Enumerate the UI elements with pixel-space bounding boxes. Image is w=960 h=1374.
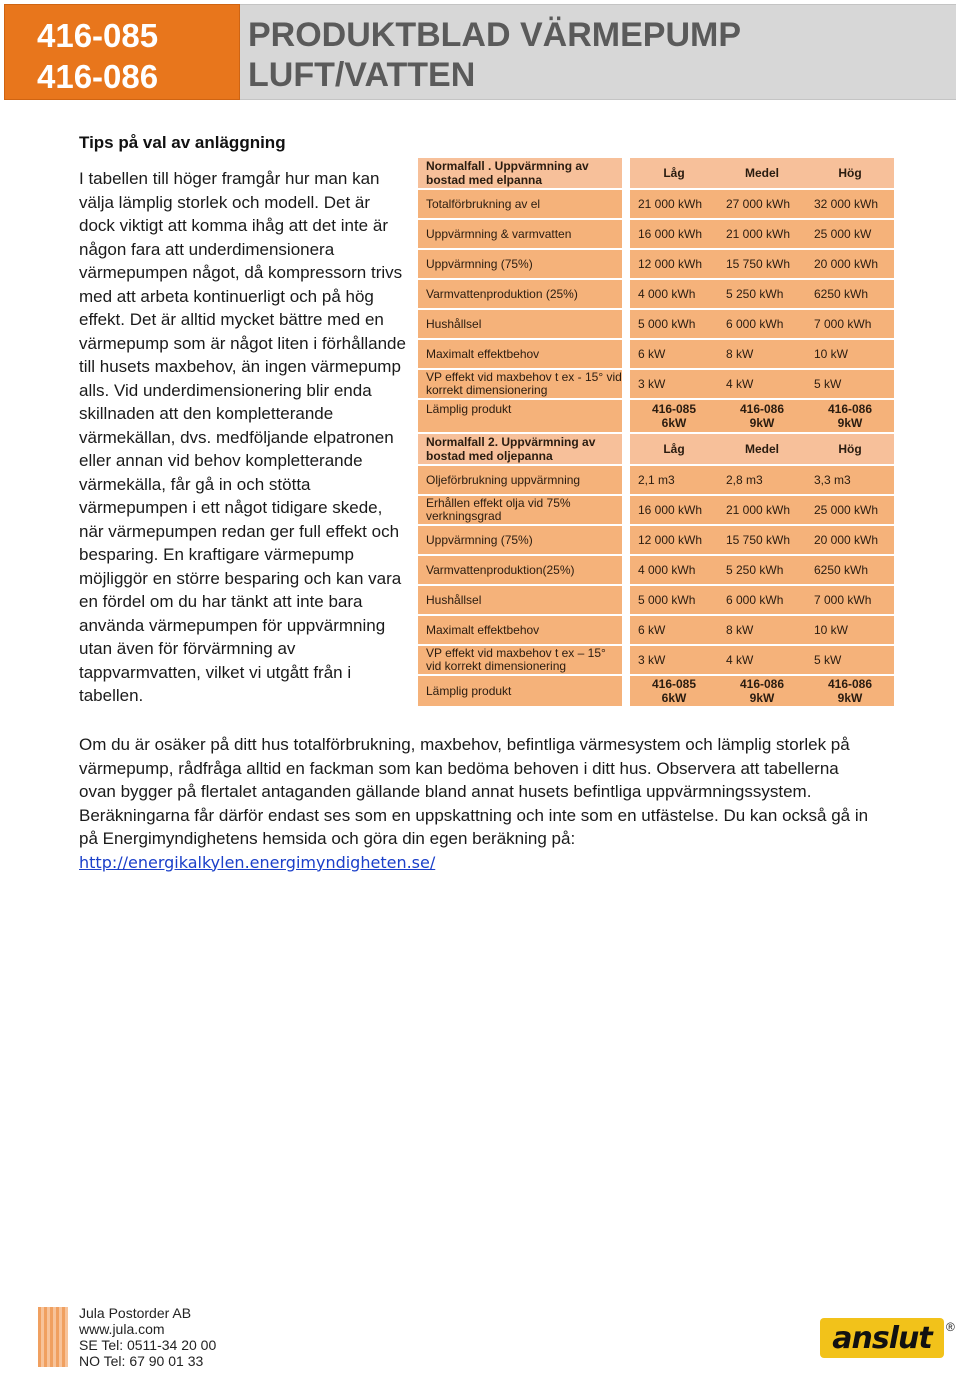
cell-value: 7 000 kWh (806, 310, 894, 340)
product-code: 416-086 (739, 402, 785, 416)
product-cell (718, 676, 806, 708)
product-code: 416-086 (37, 58, 159, 95)
table-row (418, 466, 894, 496)
cell-value: 6 000 kWh (718, 586, 806, 616)
product-code: 416-085 (651, 677, 697, 691)
cell-value: 4 kW (718, 370, 806, 400)
row-label: Lämplig produkt (418, 400, 630, 434)
product-power: 9kW (837, 416, 863, 430)
section-title: Normalfall . Uppvärmning av bostad med elpanna (418, 158, 630, 190)
product-cell (630, 400, 718, 434)
product-cell (806, 400, 894, 434)
cell-value: 5 kW (806, 646, 894, 676)
cell-value: 25 000 kWh (806, 496, 894, 526)
product-code: 416-086 (827, 402, 873, 416)
phone-no: NO Tel: 67 90 01 33 (79, 1353, 204, 1369)
cell-value: 6250 kWh (806, 556, 894, 586)
cell-value: 25 000 kW (806, 220, 894, 250)
cell-value: 27 000 kWh (718, 190, 806, 220)
phone-se: SE Tel: 0511-34 20 00 (79, 1337, 217, 1353)
page-title-line: PRODUKTBLAD VÄRMEPUMP (248, 16, 741, 54)
cell-value: 15 750 kWh (718, 250, 806, 280)
anslut-logo (820, 1318, 944, 1358)
page-header (4, 4, 956, 100)
row-label: Totalförbrukning av el (418, 190, 630, 220)
cell-value: 6 000 kWh (718, 310, 806, 340)
row-label: VP effekt vid maxbehov t ex – 15° vid korrekt dimensionering (418, 646, 630, 676)
product-code: 416-086 (739, 677, 785, 691)
column-header: Medel (718, 434, 806, 466)
cell-value: 3,3 m3 (806, 466, 894, 496)
logo-text: anslut (832, 1320, 932, 1356)
row-label: Oljeförbrukning uppvärmning (418, 466, 630, 496)
cell-value: 5 kW (806, 370, 894, 400)
table-row-product (418, 676, 894, 708)
cell-value: 2,8 m3 (718, 466, 806, 496)
product-power: 9kW (837, 691, 863, 705)
table-row (418, 556, 894, 586)
table-row (418, 340, 894, 370)
cell-value: 5 250 kWh (718, 556, 806, 586)
cell-value: 12 000 kWh (630, 526, 718, 556)
row-label: Varmvattenproduktion (25%) (418, 280, 630, 310)
company-name: Jula Postorder AB (79, 1305, 192, 1321)
registered-mark: ® (946, 1320, 955, 1334)
product-power: 9kW (749, 416, 775, 430)
product-cell (718, 400, 806, 434)
product-cell (806, 676, 894, 708)
page-title-line: LUFT/VATTEN (248, 56, 476, 94)
column-header: Låg (630, 158, 718, 190)
table-row (418, 646, 894, 676)
product-code: 416-085 (651, 402, 697, 416)
row-label: Maximalt effektbehov (418, 616, 630, 646)
cell-value: 5 000 kWh (630, 586, 718, 616)
row-label: Uppvärmning (75%) (418, 250, 630, 280)
tips-heading: Tips på val av anläggning (79, 133, 286, 152)
table-row (418, 280, 894, 310)
cell-value: 8 kW (718, 340, 806, 370)
table-row (418, 496, 894, 526)
page-title (240, 4, 956, 100)
cell-value: 15 750 kWh (718, 526, 806, 556)
row-label: Lämplig produkt (418, 676, 630, 708)
cell-value: 6250 kWh (806, 280, 894, 310)
product-cell (630, 676, 718, 708)
cell-value: 16 000 kWh (630, 496, 718, 526)
column-header: Hög (806, 434, 894, 466)
cell-value: 20 000 kWh (806, 250, 894, 280)
row-label: Uppvärmning (75%) (418, 526, 630, 556)
cell-value: 3 kW (630, 646, 718, 676)
footer-contact (79, 1305, 216, 1369)
row-label: Varmvattenproduktion(25%) (418, 556, 630, 586)
product-power: 6kW (661, 416, 687, 430)
cell-value: 4 kW (718, 646, 806, 676)
cell-value: 2,1 m3 (630, 466, 718, 496)
row-label: Uppvärmning & varmvatten (418, 220, 630, 250)
row-label: Hushållsel (418, 586, 630, 616)
row-label: Maximalt effektbehov (418, 340, 630, 370)
column-header: Låg (630, 434, 718, 466)
product-codes (4, 4, 240, 100)
table-row (418, 220, 894, 250)
cell-value: 5 250 kWh (718, 280, 806, 310)
cell-value: 6 kW (630, 616, 718, 646)
tips-body: I tabellen till höger framgår hur man kan välja lämplig storlek och modell. Det är dock viktigt att komma ihåg att det inte är någon fara att underdimensionera värmepumpen något, då kompressorn trivs med att arbeta kontinuerligt och på hög effekt. Det är alltid mycket bättre med en värmepump som är något liten i förhållande till husets maxbehov, än ingen värmepump alls. Vid underdimensionering blir enda skillnaden att den kompletterande värmekällan, dvs. medföljande elpatronen eller annan vid behov kompletterande värmekälla, får gå in och stötta värmepumpen i ett något tidigare skede, när värmepumpen redan ger full effekt och besparing. En kraftigare värmepump möjliggör en större besparing och kan vara en fördel om du har tänkt att inte bara använda värmepumpen för uppvärmning utan även för förvärmning av tappvarmvatten, vilket vi utgått från i tabellen. (79, 169, 406, 705)
column-header: Hög (806, 158, 894, 190)
table-row (418, 250, 894, 280)
product-power: 6kW (661, 691, 687, 705)
cell-value: 12 000 kWh (630, 250, 718, 280)
table-row (418, 310, 894, 340)
section-title: Normalfall 2. Uppvärmning av bostad med oljepanna (418, 434, 630, 466)
cell-value: 21 000 kWh (630, 190, 718, 220)
table-section-header (418, 158, 894, 190)
column-header: Medel (718, 158, 806, 190)
product-power: 9kW (749, 691, 775, 705)
table-row (418, 370, 894, 400)
cell-value: 4 000 kWh (630, 280, 718, 310)
footer-decoration (38, 1307, 68, 1367)
cell-value: 8 kW (718, 616, 806, 646)
row-label: Erhållen effekt olja vid 75% verkningsgrad (418, 496, 630, 526)
energy-calculator-link[interactable]: http://energikalkylen.energimyndigheten.se/ (79, 852, 436, 872)
row-label: VP effekt vid maxbehov t ex - 15° vid korrekt dimensionering (418, 370, 630, 400)
cell-value: 20 000 kWh (806, 526, 894, 556)
cell-value: 4 000 kWh (630, 556, 718, 586)
table-row (418, 586, 894, 616)
cell-value: 6 kW (630, 340, 718, 370)
table-section-header (418, 434, 894, 466)
table-row (418, 616, 894, 646)
cell-value: 16 000 kWh (630, 220, 718, 250)
product-code: 416-086 (827, 677, 873, 691)
cell-value: 32 000 kWh (806, 190, 894, 220)
website: www.jula.com (79, 1321, 165, 1337)
summary-text: Om du är osäker på ditt hus totalförbrukning, maxbehov, befintliga värmesystem och lämplig storlek på värmepump, rådfråga alltid en fackman som kan bedöma behoven i ditt hus. Observera att tabellerna ovan bygger på flertalet antaganden gällande bland annat husets befintliga uppvärmningssystem. Beräkningarna får därför endast ses som en uppskattning och inte som en utfästelse. Du kan också gå in på Energimyndighetens hemsida och göra din egen beräkning på: (79, 735, 869, 848)
table-row (418, 526, 894, 556)
row-label: Hushållsel (418, 310, 630, 340)
table-row (418, 190, 894, 220)
cell-value: 21 000 kWh (718, 496, 806, 526)
cell-value: 5 000 kWh (630, 310, 718, 340)
spec-table (418, 158, 894, 708)
cell-value: 10 kW (806, 616, 894, 646)
table-row-product (418, 400, 894, 434)
cell-value: 3 kW (630, 370, 718, 400)
summary-paragraph (79, 733, 879, 874)
cell-value: 7 000 kWh (806, 586, 894, 616)
cell-value: 21 000 kWh (718, 220, 806, 250)
cell-value: 10 kW (806, 340, 894, 370)
product-code: 416-085 (37, 17, 159, 54)
